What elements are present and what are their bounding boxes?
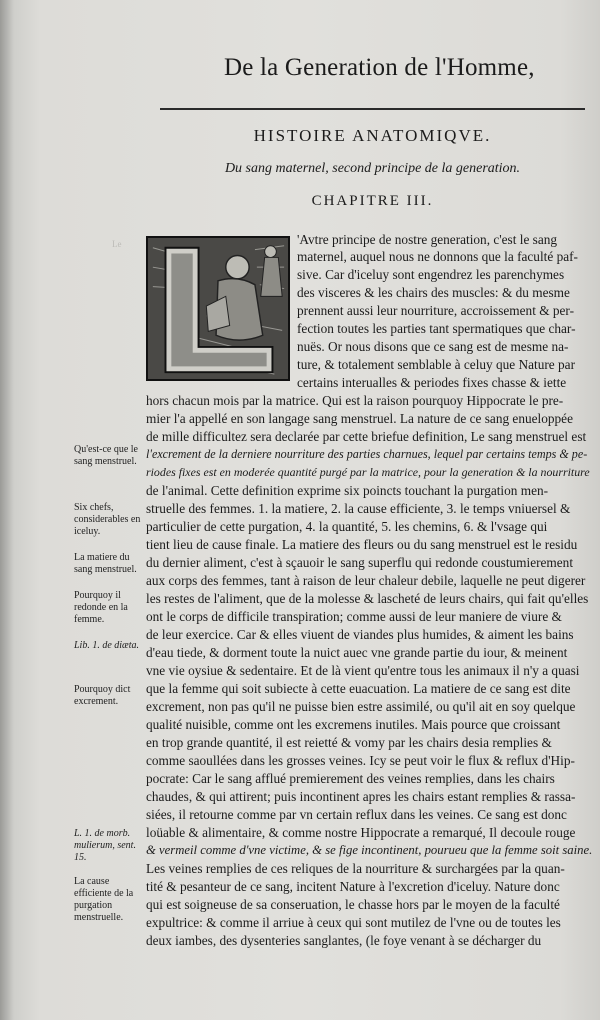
text-line: l'excrement de la derniere nourriture des parties charnues, lequel par certains temps & pe- bbox=[146, 447, 588, 461]
text-line: particulier de cette purgation, 4. la quantité, 5. les chemins, 6. & l'vsage qui bbox=[146, 519, 548, 534]
margin-note: L. 1. de morb. mulierum, sent. 15. bbox=[74, 828, 136, 863]
running-head-title: De la Generation de l'Homme, bbox=[224, 54, 535, 81]
chapter-heading: CHAPITRE III. bbox=[311, 193, 434, 209]
section-title: HISTOIRE ANATOMIQVE. bbox=[253, 126, 492, 145]
margin-note: La matiere du sang menstruel. bbox=[74, 552, 137, 575]
margin-note: Pourquoy il redonde en la femme. bbox=[74, 590, 128, 625]
text-line: de leur exercice. Car & elles viuent de viandes plus humides, & aiment les bains bbox=[146, 627, 574, 642]
text-line: ont le corps de difficile transpiration; comme aussi de leur maniere de viure & bbox=[146, 609, 562, 624]
text-line: excrement, non pas qu'il ne puisse bien estre assimilé, ou qu'il ait en soy quelque bbox=[146, 699, 576, 714]
text-line: de l'animal. Cette definition exprime six poincts touchant la purgation men- bbox=[146, 483, 549, 498]
text-line: ture, & totalement semblable à celuy que Nature par bbox=[297, 357, 576, 372]
text-line: tient lieu de cause finale. La matiere des fleurs ou du sang menstruel est le residu bbox=[146, 537, 578, 552]
text-line: des visceres & les chairs des muscles: & du mesme bbox=[297, 285, 570, 300]
bleed-through-text: Le bbox=[112, 239, 122, 249]
text-line: hors chacun mois par la matrice. Qui est la raison pourquoy Hippocrate le pre- bbox=[146, 393, 564, 408]
text-line: deux iambes, des dysenteries sanglantes, (le foye venant à se décharger du bbox=[146, 933, 542, 948]
text-line: de mille difficultez sera declarée par cette briefue definition, Le sang menstruel est bbox=[146, 429, 587, 444]
text-line: maternel, auquel nous ne donnons que la faculté paf- bbox=[297, 249, 578, 264]
text-line: pocrate: Car le sang afflué premierement des veines remplies, dans les chairs bbox=[146, 771, 555, 786]
text-line: sive. Car d'iceluy sont engendrez les parenchymes bbox=[297, 267, 565, 282]
text-line: & vermeil comme d'vne victime, & se fige incontinent, pourueu que la femme soit saine. bbox=[146, 843, 593, 857]
text-line: qui est soigneuse de sa conseruation, le chasse hors par le moyen de la faculté bbox=[146, 897, 560, 912]
margin-note: Lib. 1. de diæta. bbox=[74, 640, 140, 651]
text-line: struelle des femmes. 1. la matiere, 2. la cause efficiente, 3. le temps vniuersel & bbox=[146, 501, 571, 516]
text-line: riodes fixes est en moderée quantité purgé par la matrice, pour la generation & la nourriture bbox=[146, 465, 590, 479]
text-line: d'eau tiede, & dorment toute la nuict auec vne grande partie du iour, & meinent bbox=[146, 645, 568, 660]
text-line: les restes de l'aliment, que de la molesse & lascheté de leurs chairs, qui fait qu'elles bbox=[146, 591, 589, 606]
text-line: que la femme qui soit subiecte à cette euacuation. La matiere de ce sang est dite bbox=[146, 681, 571, 696]
text-line: expultrice: & comme il arriue à ceux qui sont mutilez de l'vne ou de toutes les bbox=[146, 915, 561, 930]
text-line: 'Avtre principe de nostre generation, c'est le sang bbox=[297, 232, 558, 247]
text-line: du dernier aliment, c'est à sçauoir le sang superflu qui redonde coustumierement bbox=[146, 555, 574, 570]
text-line: chaudes, & qui attirent; puis incontinent apres les chairs estant remplies & rassa- bbox=[146, 789, 576, 804]
text-line: siées, il retourne comme par vn certain reflux dans les veines. Ce sang est donc bbox=[146, 807, 567, 822]
text-line: en trop grande quantité, il est reietté & vomy par les chairs desia remplies & bbox=[146, 735, 552, 750]
margin-note: La cause efficiente de la purgation menstruelle. bbox=[74, 876, 134, 923]
text-line: comme saoullées dans les grosses veines. Icy se peut voir le flux & reflux d'Hip- bbox=[146, 753, 575, 768]
text-line: certains interualles & periodes fixes chasse & iette bbox=[297, 375, 567, 390]
chapter-subtitle: Du sang maternel, second principe de la generation. bbox=[224, 161, 521, 176]
text-line: prennent aussi leur nourriture, accroissement & per- bbox=[297, 303, 575, 318]
margin-note: Pourquoy dict excrement. bbox=[74, 684, 131, 707]
text-line: fection toutes les parties tant spermatiques que char- bbox=[297, 321, 576, 336]
text-line: tité & pesanteur de ce sang, incitent Nature à l'excretion d'iceluy. Nature donc bbox=[146, 879, 560, 894]
text-line: nuës. Or nous disons que ce sang est de mesme na- bbox=[297, 339, 569, 354]
text-line: mier l'a appellé en son langage sang menstruel. La nature de ce sang enueloppée bbox=[146, 411, 573, 426]
margin-note: Qu'est-ce que le sang menstruel. bbox=[74, 444, 138, 467]
text-line: vne vie oysiue & sedentaire. Et de là vient qu'entre tous les animaux il n'y a quasi bbox=[146, 663, 580, 678]
text-line: Les veines remplies de ces reliques de la nourriture & surchargées par la quan- bbox=[146, 861, 565, 876]
text-line: loüable & alimentaire, & comme nostre Hippocrate a remarqué, Il decoule rouge bbox=[146, 825, 576, 840]
text-line: aux corps des femmes, tant à raison de leur chaleur debile, laquelle ne peut digerer bbox=[146, 573, 586, 588]
text-line: qualité nuisible, comme ont les excremens inutiles. Mais pource que croissant bbox=[146, 717, 561, 732]
margin-note: Six chefs, considerables en iceluy. bbox=[74, 502, 141, 537]
